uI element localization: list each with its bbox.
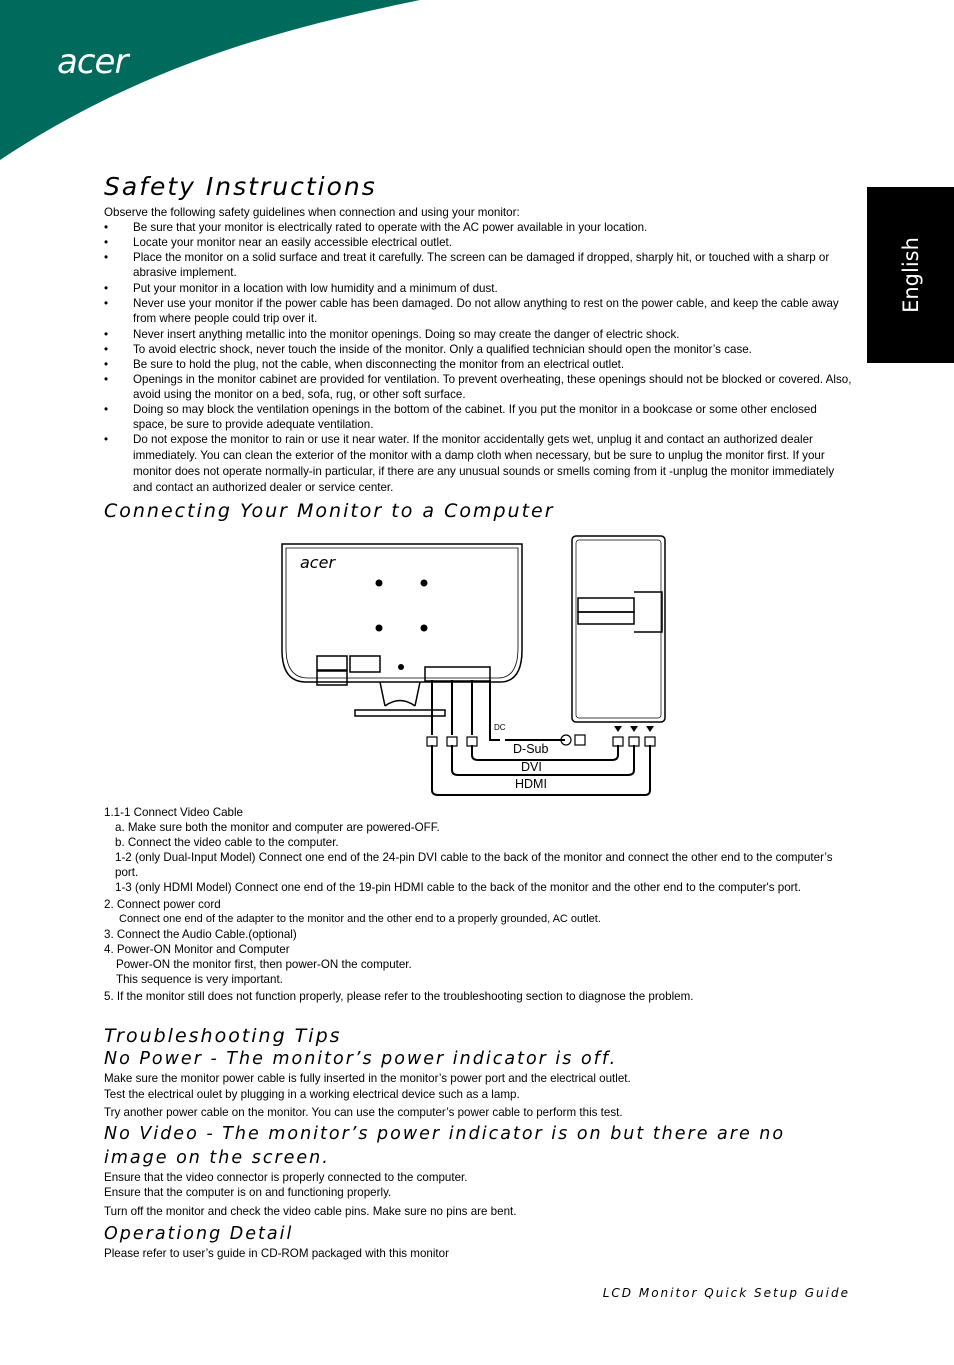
operating-line: Please refer to user’s guide in CD-ROM packaged with this monitor — [104, 1247, 449, 1260]
bullet-icon: • — [104, 251, 109, 264]
bullet-icon: • — [104, 403, 109, 416]
safety-list — [104, 220, 852, 496]
connection-diagram — [270, 530, 680, 805]
bullet-icon: • — [104, 358, 109, 371]
safety-section — [104, 172, 852, 496]
cable-label-hdmi: HDMI — [515, 777, 547, 791]
no-power-line: Try another power cable on the monitor. You can use the computer’s power cable to perform this test. — [104, 1106, 623, 1119]
list-item: • To avoid electric shock, never touch the inside of the monitor. Only a qualified technician should open the monitor’s case. — [104, 343, 752, 356]
arrow-down-icons — [614, 726, 654, 732]
list-item: • Be sure that your monitor is electrically rated to operate with the AC power available in your location. — [104, 221, 648, 234]
step-line: Power-ON the monitor first, then power-ON the computer. — [116, 958, 412, 971]
troubleshooting-title: Troubleshooting Tips — [104, 1025, 342, 1047]
vesa-holes — [376, 580, 428, 671]
bullet-icon: • — [104, 282, 109, 295]
cable-label-dsub: D-Sub — [513, 742, 549, 756]
step-line: 2. Connect power cord — [104, 898, 221, 911]
bullet-icon: • — [104, 373, 109, 386]
no-video-title: No Video - The monitor’s power indicator is on but there are no image on the screen. — [104, 1124, 786, 1168]
step-line: 1-3 (only HDMI Model) Connect one end of the 19-pin HDMI cable to the back of the monitor and the other end to the computer's port. — [115, 881, 801, 894]
no-video-line: Ensure that the video connector is properly connected to the computer. — [104, 1171, 468, 1184]
step-line: 3. Connect the Audio Cable.(optional) — [104, 928, 297, 941]
step-line: 4. Power-ON Monitor and Computer — [104, 943, 290, 956]
no-power-line: Test the electrical oulet by plugging in a working electrical device such as a lamp. — [104, 1088, 520, 1101]
header-swoosh — [0, 0, 954, 170]
list-item: • Be sure to hold the plug, not the cable, when disconnecting the monitor from an electrical outlet. — [104, 358, 625, 371]
bullet-icon: • — [104, 433, 109, 446]
list-item: • Do not expose the monitor to rain or use it near water. If the monitor accidentally gets wet, unplug it and contact an authorized dealer immediately. You can clean the exterior of the monitor with a damp cloth when necessary, but be sure to unplug the monitor first. If your monitor does not operate normally-in particular, if there are any unusual sounds or smells coming from it -unplug the monitor immediately and contact an authorized dealer or service center. — [104, 433, 835, 494]
step-line: Connect one end of the adapter to the monitor and the other end to a properly grounded, AC outlet. — [119, 913, 601, 925]
step-line: 1.1-1 Connect Video Cable — [104, 806, 244, 819]
troubleshooting-section — [104, 1025, 844, 1261]
operating-title: Operationg Detail — [104, 1224, 294, 1244]
acer-logo — [57, 42, 127, 82]
cable-label-dvi: DVI — [521, 760, 542, 774]
list-item: • Never insert anything metallic into the monitor openings. Doing so may create the danger of electric shock. — [104, 328, 680, 341]
list-item: • Never use your monitor if the power cable has been damaged. Do not allow anything to rest on the power cable, and keep the cable away from where people could trip over it. — [104, 297, 839, 325]
step-line: a. Make sure both the monitor and computer are powered-OFF. — [115, 821, 440, 834]
list-item: • Locate your monitor near an easily accessible electrical outlet. — [104, 236, 452, 249]
list-item: • Place the monitor on a solid surface and treat it carefully. The screen can be damaged if dropped, sharply hit, or touched with a sharp or abrasive implement. — [104, 251, 830, 279]
bullet-icon: • — [104, 343, 109, 356]
bullet-icon: • — [104, 297, 109, 310]
monitor-logo: acer — [300, 553, 336, 572]
no-power-line: Make sure the monitor power cable is fully inserted in the monitor’s power port and the electrical outlet. — [104, 1072, 631, 1085]
footer-title: LCD Monitor Quick Setup Guide — [602, 1286, 850, 1300]
bullet-icon: • — [104, 236, 109, 249]
no-power-title: No Power - The monitor’s power indicator is off. — [104, 1049, 618, 1069]
safety-title: Safety Instructions — [104, 172, 377, 201]
connecting-title: Connecting Your Monitor to a Computer — [104, 500, 555, 522]
bullet-icon: • — [104, 221, 109, 234]
list-item: • Doing so may block the ventilation openings in the bottom of the cabinet. If you put the monitor in a bookcase or some other enclosed space, be sure to provide adequate ventilation. — [104, 403, 817, 431]
list-item: • Openings in the monitor cabinet are provided for ventilation. To prevent overheating, these openings should not be blocked or covered. Also, avoid using the monitor on a bed, sofa, rug, or other soft surface. — [104, 373, 852, 401]
computer-tower-illustration — [572, 536, 665, 722]
step-line: This sequence is very important. — [116, 973, 283, 986]
language-tab — [867, 187, 954, 363]
no-video-line: Ensure that the computer is on and functioning properly. — [104, 1186, 392, 1199]
step-line: 5. If the monitor still does not function properly, please refer to the troubleshooting section to diagnose the problem. — [104, 990, 694, 1003]
safety-intro: Observe the following safety guidelines when connection and using your monitor: — [104, 206, 520, 219]
no-video-line: Turn off the monitor and check the video cable pins. Make sure no pins are bent. — [104, 1205, 517, 1218]
language-tab-label: English — [898, 237, 923, 313]
list-item: • Put your monitor in a location with low humidity and a minimum of dust. — [104, 282, 498, 295]
dc-label: DC — [494, 723, 506, 732]
step-line: 1-2 (only Dual-Input Model) Connect one end of the 24-pin DVI cable to the back of the monitor and connect the other end to the computer’s port. — [115, 851, 833, 879]
bullet-icon: • — [104, 328, 109, 341]
logo-text: acer — [57, 42, 128, 82]
step-line: b. Connect the video cable to the computer. — [115, 836, 339, 849]
connecting-steps — [104, 805, 844, 1004]
